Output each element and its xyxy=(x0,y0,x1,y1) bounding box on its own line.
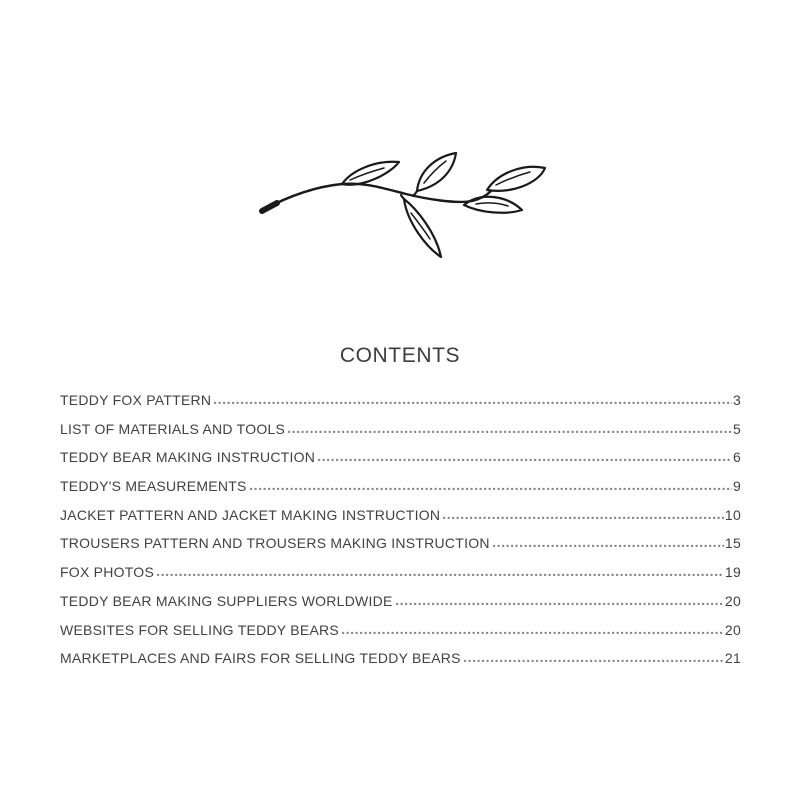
toc-leader-dots xyxy=(287,429,732,434)
toc-entry-title: WEBSITES FOR SELLING TEDDY BEARS xyxy=(60,621,339,638)
toc-entry-title: JACKET PATTERN AND JACKET MAKING INSTRUCTION xyxy=(60,506,441,523)
toc-list xyxy=(60,386,741,673)
toc-page-number: 19 xyxy=(724,564,741,581)
toc-entry-title: TEDDY BEAR MAKING SUPPLIERS WORLDWIDE xyxy=(60,592,393,609)
toc-page-number: 20 xyxy=(724,592,741,609)
toc-row[interactable] xyxy=(60,443,741,472)
toc-entry-title: TEDDY BEAR MAKING INSTRUCTION xyxy=(60,449,316,466)
toc-leader-dots xyxy=(156,572,724,577)
page-title: CONTENTS xyxy=(339,344,461,367)
toc-leader-dots xyxy=(249,486,732,491)
toc-page-number: 15 xyxy=(724,535,741,552)
toc-row[interactable] xyxy=(60,558,741,587)
toc-entry-title: FOX PHOTOS xyxy=(60,564,155,581)
toc-page-number: 20 xyxy=(724,621,741,638)
branch-with-leaves-icon xyxy=(250,118,570,268)
toc-entry-title: LIST OF MATERIALS AND TOOLS xyxy=(60,420,286,437)
toc-row[interactable] xyxy=(60,415,741,444)
toc-page-number: 3 xyxy=(732,392,741,408)
toc-row[interactable] xyxy=(60,529,741,558)
toc-leader-dots xyxy=(442,515,724,520)
toc-entry-title: MARKETPLACES AND FAIRS FOR SELLING TEDDY BEARS xyxy=(60,650,461,667)
toc-page-number: 21 xyxy=(724,650,741,667)
toc-row[interactable] xyxy=(60,472,741,501)
toc-leader-dots xyxy=(395,601,724,606)
toc-page-number: 5 xyxy=(732,420,741,437)
toc-page-number: 6 xyxy=(732,449,741,466)
toc-leader-dots xyxy=(492,543,724,548)
toc-entry-title: TEDDY FOX PATTERN xyxy=(60,392,212,408)
toc-entry-title: TROUSERS PATTERN AND TROUSERS MAKING INSTRUCTION xyxy=(60,535,490,552)
toc-row[interactable] xyxy=(60,644,741,673)
toc-page-number: 10 xyxy=(724,506,741,523)
toc-page-number: 9 xyxy=(732,478,741,495)
toc-leader-dots xyxy=(317,457,732,462)
toc-row[interactable] xyxy=(60,501,741,530)
toc-row[interactable] xyxy=(60,386,741,415)
toc-row[interactable] xyxy=(60,587,741,616)
toc-leader-dots xyxy=(213,400,732,405)
branch-illustration xyxy=(250,118,570,268)
toc-row[interactable] xyxy=(60,616,741,645)
toc-leader-dots xyxy=(341,630,724,635)
toc-leader-dots xyxy=(463,658,724,663)
toc-entry-title: TEDDY'S MEASUREMENTS xyxy=(60,478,247,495)
